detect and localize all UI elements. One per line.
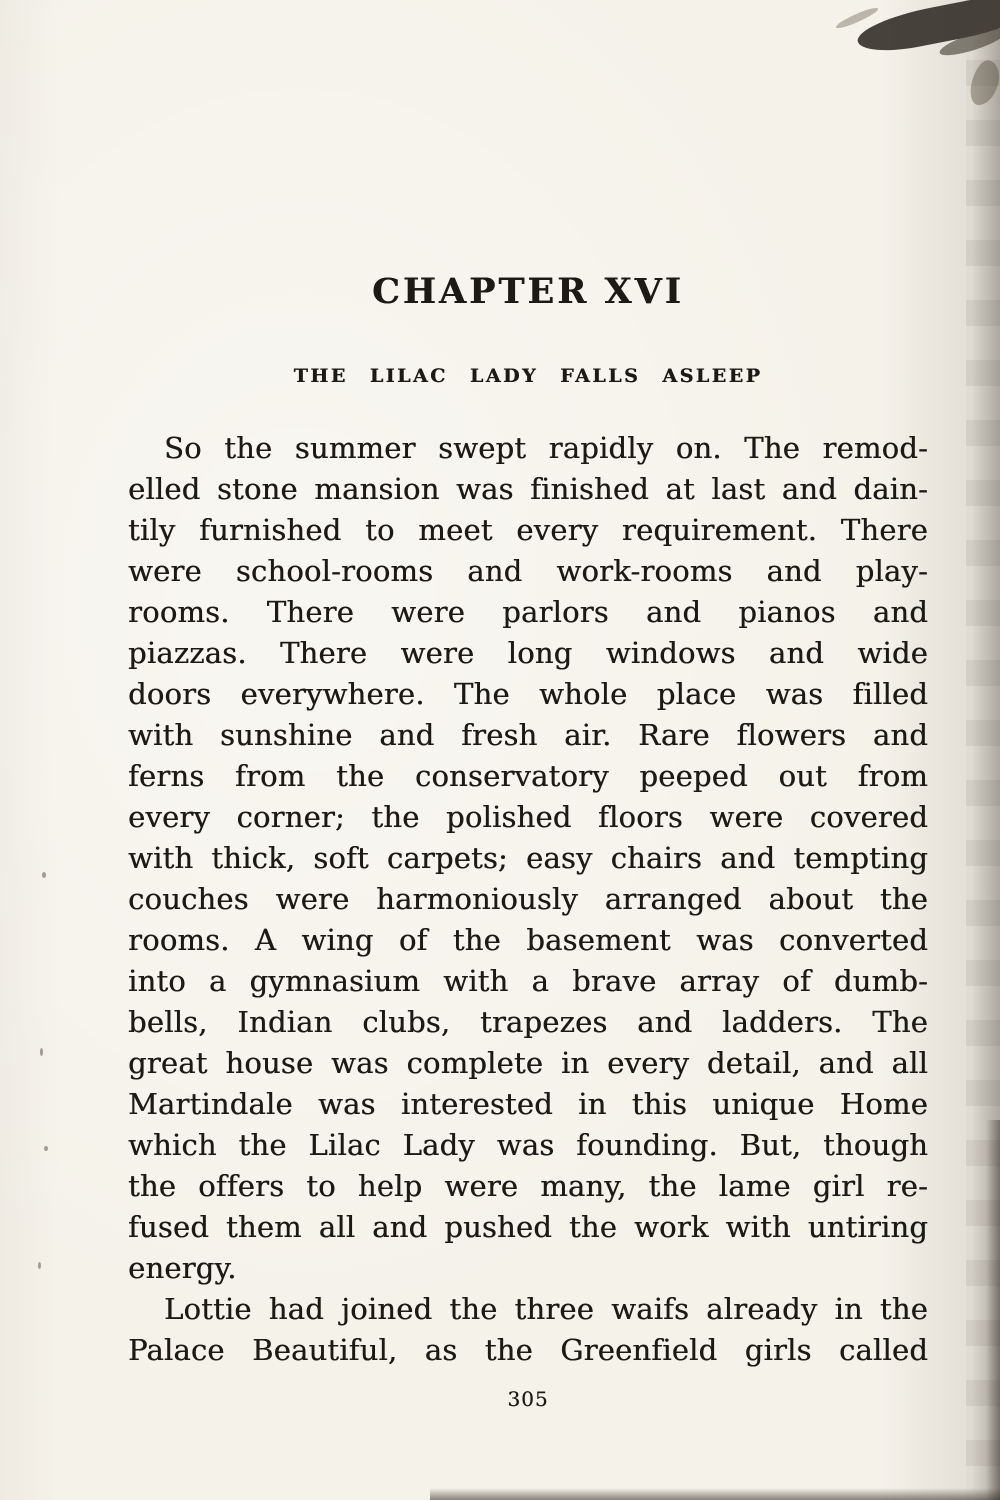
scan-edge-right-dark [986,1120,1000,1500]
scan-speck [44,1146,48,1151]
text-line: rooms. A wing of the basement was converted [128,923,928,957]
scan-edge-bottom [430,1488,1000,1500]
section-title: THE LILAC LADY FALLS ASLEEP [293,365,763,387]
scan-edge-right [966,0,1000,1500]
text-line: So the summer swept rapidly on. The remod- [164,431,928,465]
page-number: 305 [507,1387,549,1411]
text-line: rooms. There were parlors and pianos and [128,595,928,629]
scan-speck [40,1048,43,1056]
text-line: into a gymnasium with a brave array of dumb- [128,964,928,998]
text-line: elled stone mansion was finished at last and dain- [128,472,928,506]
scan-smudge-top-right [854,0,1000,58]
text-line: great house was complete in every detail, and all [128,1046,928,1080]
text-line: doors everywhere. The whole place was filled [128,677,928,711]
text-line: which the Lilac Lady was founding. But, though [128,1128,928,1162]
text-line: piazzas. There were long windows and wide [128,636,928,670]
scan-speck [38,1262,41,1269]
chapter-title: CHAPTER XVI [371,271,685,312]
text-line: were school-rooms and work-rooms and play- [128,554,928,588]
text-line: bells, Indian clubs, trapezes and ladders. The [128,1005,928,1039]
text-line: energy. [128,1251,237,1285]
paragraph [128,1289,928,1371]
scan-smudge-right [967,58,1000,109]
text-line: with thick, soft carpets; easy chairs and tempting [128,841,928,875]
text-line: fused them all and pushed the work with untiring [128,1210,928,1244]
scan-speck [42,872,46,878]
text-line: the offers to help were many, the lame girl re- [128,1169,928,1203]
scan-mark-top [834,5,879,31]
text-line: Lottie had joined the three waifs already in the [164,1292,928,1326]
page-body [128,428,928,1371]
text-line: couches were harmoniously arranged about the [128,882,928,916]
text-line: with sunshine and fresh air. Rare flowers and [128,718,928,752]
scan-smudge-top-right-small [937,24,1000,61]
text-line: ferns from the conservatory peeped out from [128,759,928,793]
text-line: Martindale was interested in this unique Home [128,1087,928,1121]
text-line: Palace Beautiful, as the Greenfield girls called [128,1333,928,1367]
paragraph [128,428,928,1289]
text-line: every corner; the polished floors were covered [128,800,928,834]
text-line: tily furnished to meet every requirement. There [128,513,928,547]
